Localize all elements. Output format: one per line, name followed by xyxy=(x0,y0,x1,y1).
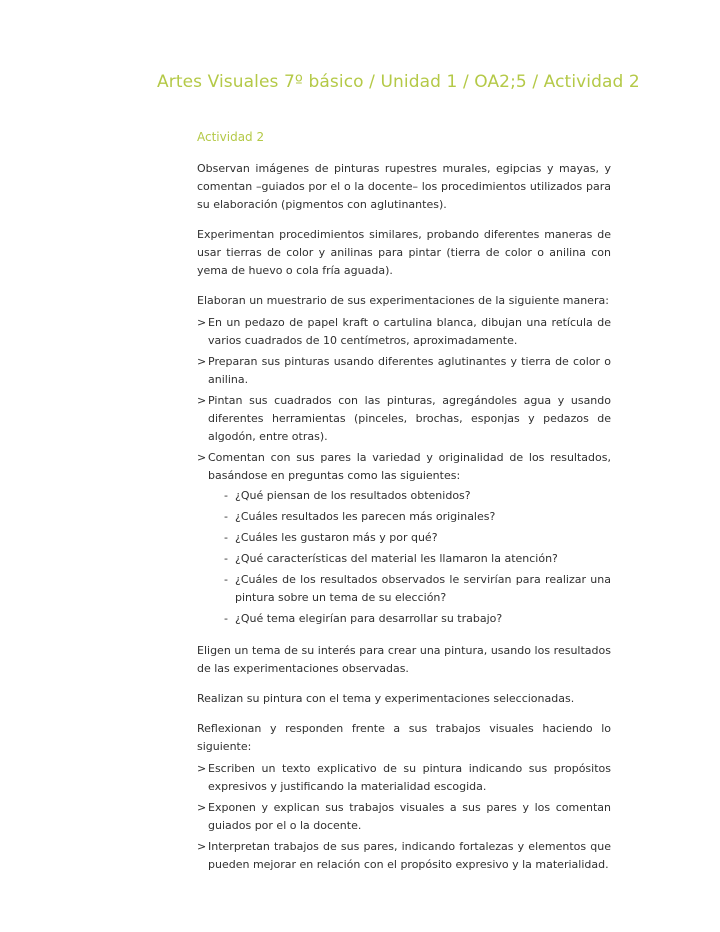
chevron-right-icon: > xyxy=(197,762,207,775)
paragraph-sampler-intro: Elaboran un muestrario de sus experimentaciones de la siguiente manera: xyxy=(197,294,609,307)
question-item: - ¿Cuáles les gustaron más y por qué? xyxy=(208,529,611,547)
chevron-right-icon: > xyxy=(197,355,207,368)
paragraph-experiment: Experimentan procedimientos similares, probando diferentes maneras de usar tierras de color y anilinas para pintar (tierra de color o anilina con yema de huevo o cola fría aguada). xyxy=(197,228,611,277)
questions-list xyxy=(208,487,611,628)
dash-marker: - xyxy=(224,489,228,502)
activity-subtitle: Actividad 2 xyxy=(197,130,265,144)
question-item: - ¿Cuáles de los resultados observados le servirían para realizar una pintura sobre un tema de su elección? xyxy=(224,573,611,604)
activity-content xyxy=(197,128,611,877)
list-item: > Exponen y explican sus trabajos visuales a sus pares y los comentan guiados por el o la docente. xyxy=(197,801,611,832)
chevron-right-icon: > xyxy=(197,801,207,814)
list-item: > Comentan con sus pares la variedad y originalidad de los resultados, basándose en preguntas como las siguientes: - ¿Qué piensan de los resultados obtenidos? - ¿Cuáles resultados les parecen más originales? - ¿Cuáles les gustaron más y por qué? - ¿Qué características del material les llamaron la atención? - ¿Cuáles de los resultados observados le servirían para realizar una pintura sobre un tema de su elección? - ¿Qué tema elegirían para desarrollar su trabajo? xyxy=(197,449,611,628)
question-item: - ¿Cuáles resultados les parecen más originales? xyxy=(208,508,611,526)
paragraph-choose-theme: Eligen un tema de su interés para crear una pintura, usando los resultados de las experimentaciones observadas. xyxy=(197,644,611,675)
list-item: > Preparan sus pinturas usando diferentes aglutinantes y tierra de color o anilina. xyxy=(197,355,611,386)
dash-marker: - xyxy=(224,573,228,586)
dash-marker: - xyxy=(224,531,228,544)
dash-marker: - xyxy=(224,552,228,565)
question-item: - ¿Qué características del material les llamaron la atención? xyxy=(208,550,611,568)
question-item: - ¿Qué tema elegirían para desarrollar su trabajo? xyxy=(208,610,611,628)
list-item: > Escriben un texto explicativo de su pintura indicando sus propósitos expresivos y justificando la materialidad escogida. xyxy=(197,762,611,793)
page-title: Artes Visuales 7º básico / Unidad 1 / OA2;5 / Actividad 2 xyxy=(157,72,640,92)
paragraph-reflect-intro: Reflexionan y responden frente a sus trabajos visuales haciendo lo siguiente: xyxy=(197,722,611,753)
list-item: > Interpretan trabajos de sus pares, indicando fortalezas y elementos que pueden mejorar en relación con el propósito expresivo y la materialidad. xyxy=(197,840,611,871)
chevron-right-icon: > xyxy=(197,840,207,853)
paragraph-paint: Realizan su pintura con el tema y experimentaciones seleccionadas. xyxy=(197,692,575,705)
chevron-right-icon: > xyxy=(197,451,207,464)
sampler-steps-list xyxy=(197,314,611,628)
reflection-list xyxy=(197,760,611,874)
dash-marker: - xyxy=(224,510,228,523)
chevron-right-icon: > xyxy=(197,316,207,329)
list-item: > En un pedazo de papel kraft o cartulina blanca, dibujan una retícula de varios cuadrados de 10 centímetros, aproximadamente. xyxy=(197,316,611,347)
list-item: > Pintan sus cuadrados con las pinturas, agregándoles agua y usando diferentes herramientas (pinceles, brochas, esponjas y pedazos de algodón, entre otras). xyxy=(197,394,611,443)
paragraph-observe: Observan imágenes de pinturas rupestres murales, egipcias y mayas, y comentan –guiados por el o la docente– los procedimientos utilizados para su elaboración (pigmentos con aglutinantes). xyxy=(197,162,611,211)
question-item: - ¿Qué piensan de los resultados obtenidos? xyxy=(208,487,611,505)
chevron-right-icon: > xyxy=(197,394,207,407)
dash-marker: - xyxy=(224,612,228,625)
